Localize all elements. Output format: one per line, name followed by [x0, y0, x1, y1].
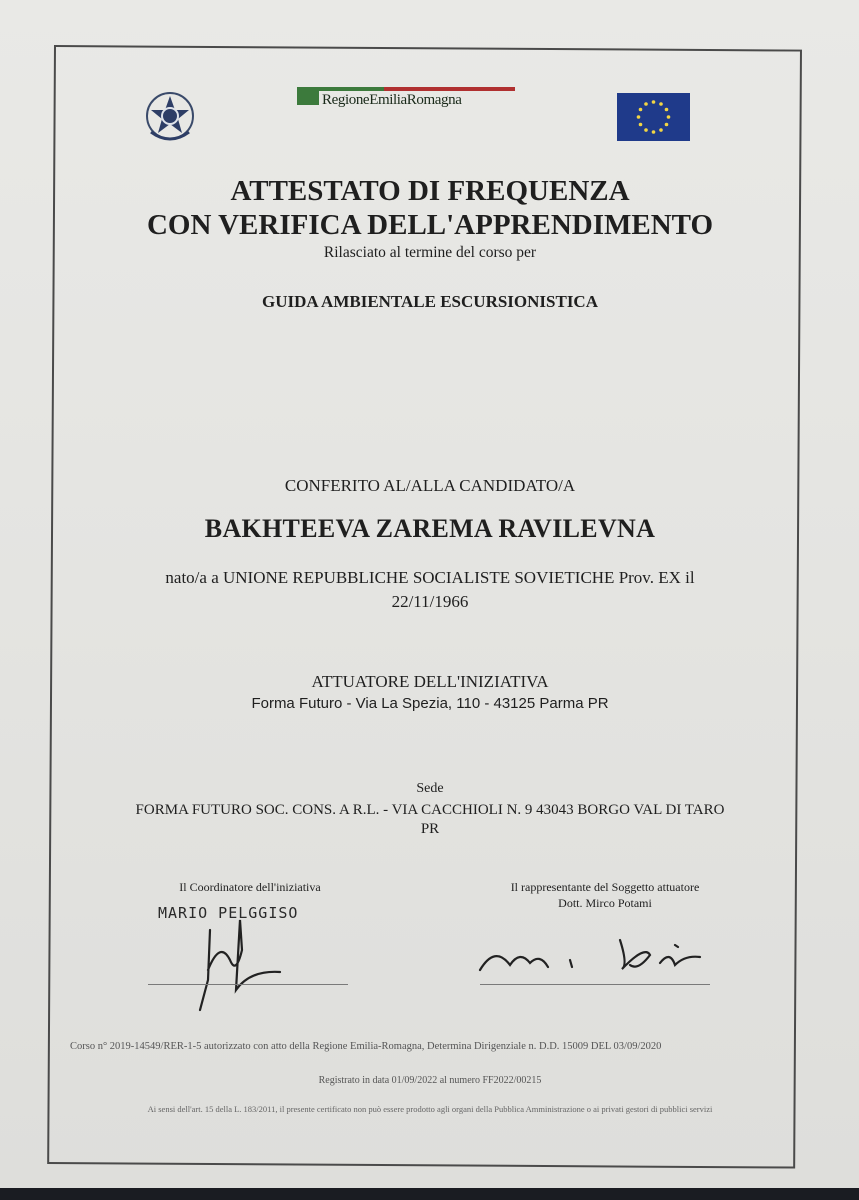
eu-star [644, 102, 648, 106]
conferred-label: CONFERITO AL/ALLA CANDIDATO/A [284, 476, 576, 495]
eu-star [637, 115, 641, 119]
sede-label: Sede [416, 781, 444, 796]
representative-title: Il rappresentante del Soggetto attuatore [510, 880, 700, 894]
eu-star [665, 108, 669, 112]
course-authorization: Corso n° 2019-14549/RER-1-5 autorizzato con atto della Regione Emilia-Romagna, Determina Dirigenziale n. D.D. 15009 DEL 03/09/2020 [70, 1041, 662, 1052]
italian-emblem-icon [145, 88, 195, 144]
region-name: RegioneEmiliaRomagna [322, 92, 462, 108]
implementer-address: Forma Futuro - Via La Spezia, 110 - 43125 Parma PR [251, 695, 609, 712]
eu-star [665, 123, 669, 127]
course-name: GUIDA AMBIENTALE ESCURSIONISTICA [262, 292, 598, 311]
certificate-title-line2: CON VERIFICA DELL'APPRENDIMENTO [146, 209, 714, 241]
sede-address [70, 801, 790, 839]
screen-bottom-bezel [0, 1188, 859, 1200]
implementer-heading: ATTUATORE DELL'INIZIATIVA [311, 672, 549, 691]
region-logo [297, 87, 515, 115]
eu-star [659, 102, 663, 106]
eu-star [644, 128, 648, 132]
eu-star [652, 100, 656, 104]
birth-place: nato/a a UNIONE REPUBBLICHE SOCIALISTE SOVIETICHE Prov. EX il [165, 568, 695, 587]
birth-info [90, 566, 770, 614]
eu-star [659, 128, 663, 132]
sede-address-line2: PR [420, 821, 440, 837]
eu-star [639, 123, 643, 127]
certificate-subtitle: Rilasciato al termine del corso per [323, 244, 537, 261]
registration-info: Registrato in data 01/09/2022 al numero FF2022/00215 [318, 1075, 542, 1086]
candidate-name: BAKHTEEVA ZAREMA RAVILEVNA [204, 514, 656, 543]
coordinator-signature-line [148, 984, 348, 985]
sede-address-line1: FORMA FUTURO SOC. CONS. A R.L. - VIA CACCHIOLI N. 9 43043 BORGO VAL DI TARO [135, 802, 725, 818]
eu-flag-icon [617, 93, 690, 141]
coordinator-name: MARIO PELGGISO [158, 904, 299, 922]
coordinator-signature-icon [150, 900, 360, 1020]
birth-date: 22/11/1966 [391, 592, 469, 611]
representative-signature-line [480, 984, 710, 985]
eu-star [667, 115, 671, 119]
region-stripe [297, 87, 515, 91]
representative-name: Dott. Mirco Potami [558, 896, 652, 910]
eu-star [652, 130, 656, 134]
legal-note: Ai sensi dell'art. 15 della L. 183/2011, il presente certificato non può essere prodotto agli organi della Pubblica Amministrazione o ai privati gestori di pubblici servizi [147, 1104, 713, 1114]
coordinator-title: Il Coordinatore dell'iniziativa [179, 880, 321, 894]
eu-star [639, 108, 643, 112]
certificate-title-line1: ATTESTATO DI FREQUENZA [230, 175, 630, 207]
region-flag-icon [297, 91, 319, 105]
